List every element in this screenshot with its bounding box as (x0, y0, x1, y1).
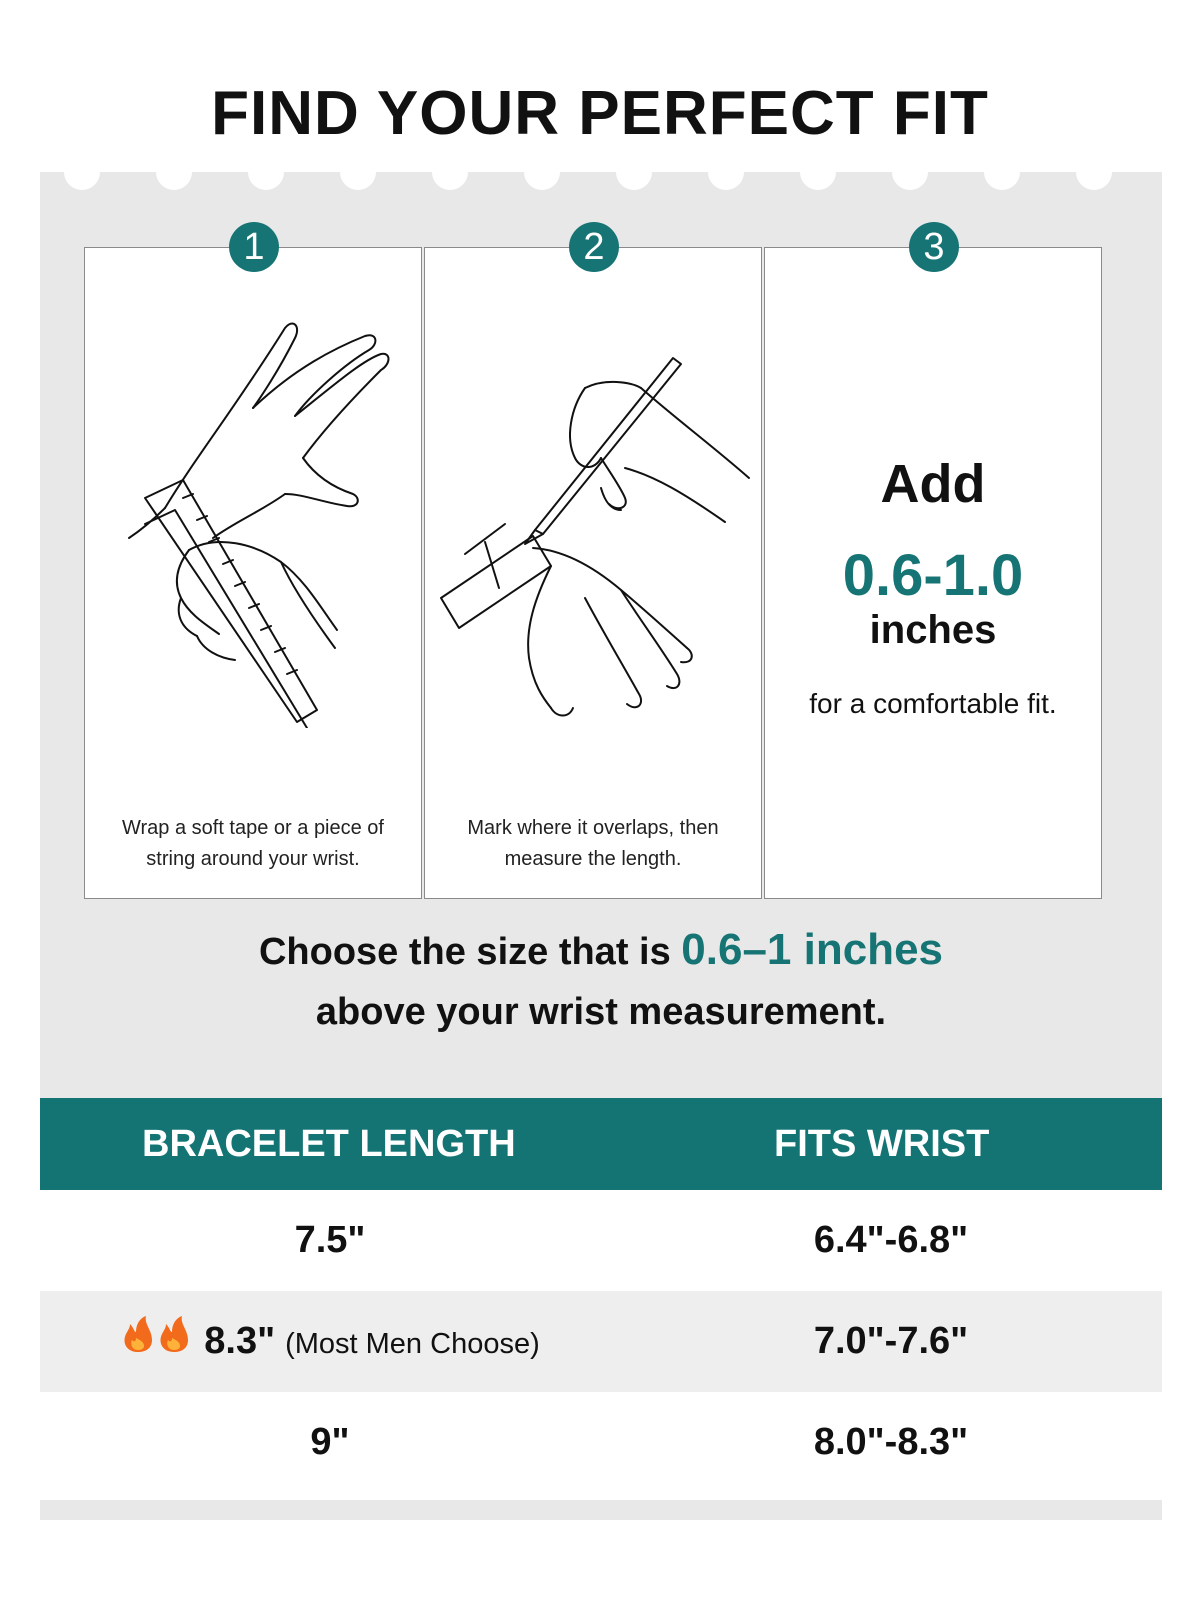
step-caption (95, 813, 411, 875)
add-range-value: 0.6-1.0 (842, 543, 1024, 608)
scallop-edge (248, 154, 284, 190)
bracelet-length-cell (40, 1291, 620, 1395)
step-caption (435, 813, 751, 875)
add-unit: inches (869, 608, 997, 652)
instructions-panel (40, 172, 1162, 1099)
table-footer-strip (40, 1500, 1162, 1520)
step-card-3 (764, 226, 1102, 899)
scallop-edge (616, 154, 652, 190)
fits-wrist-cell: 6.4"-6.8" (813, 1219, 969, 1261)
bracelet-length-value: 8.3" (204, 1320, 276, 1362)
wrap-tape-illustration (85, 298, 421, 728)
scallop-edge (340, 154, 376, 190)
column-header-wrist: FITS WRIST (774, 1123, 990, 1165)
scallop-edge (708, 154, 744, 190)
fits-wrist-cell: 8.0"-8.3" (813, 1421, 969, 1463)
caption-line: measure the length. (504, 848, 682, 870)
scallop-edge (892, 154, 928, 190)
caption-line: Mark where it overlaps, then (467, 817, 719, 839)
comfort-note: for a comfortable fit. (809, 688, 1057, 719)
add-label: Add (880, 454, 986, 514)
size-table (40, 1098, 1162, 1493)
popular-note: (Most Men Choose) (285, 1328, 540, 1360)
step-card-2 (424, 226, 762, 899)
table-row (40, 1392, 1162, 1493)
fire-icon (120, 1292, 192, 1393)
bracelet-length-cell: 7.5" (294, 1219, 366, 1261)
mark-overlap-illustration (425, 298, 761, 728)
caption-line: Wrap a soft tape or a piece of (121, 817, 384, 839)
scallop-edge (432, 154, 468, 190)
scallop-edge (1076, 154, 1112, 190)
step-number-badge: 2 (569, 222, 619, 272)
step-number-badge: 1 (229, 222, 279, 272)
column-header-length: BRACELET LENGTH (142, 1123, 516, 1165)
fits-wrist-cell: 7.0"-7.6" (813, 1320, 969, 1362)
size-advice-line-1 (40, 920, 1162, 982)
size-advice (40, 920, 1162, 1042)
step-number-badge: 3 (909, 222, 959, 272)
size-advice-line-2: above your wrist measurement. (315, 991, 887, 1033)
scallop-edge (984, 154, 1020, 190)
table-row-popular (40, 1291, 1162, 1392)
caption-line: string around your wrist. (146, 848, 360, 870)
step-card-1 (84, 226, 422, 899)
scallop-edge (64, 154, 100, 190)
scallop-edge (524, 154, 560, 190)
page-title: FIND YOUR PERFECT FIT (211, 79, 989, 148)
table-row (40, 1190, 1162, 1291)
table-header (40, 1098, 1162, 1190)
advice-text: Choose the size that is (258, 931, 682, 973)
scallop-edge (800, 154, 836, 190)
bracelet-length-cell: 9" (310, 1421, 350, 1463)
advice-highlight: 0.6–1 inches (681, 925, 944, 974)
scallop-edge (156, 154, 192, 190)
